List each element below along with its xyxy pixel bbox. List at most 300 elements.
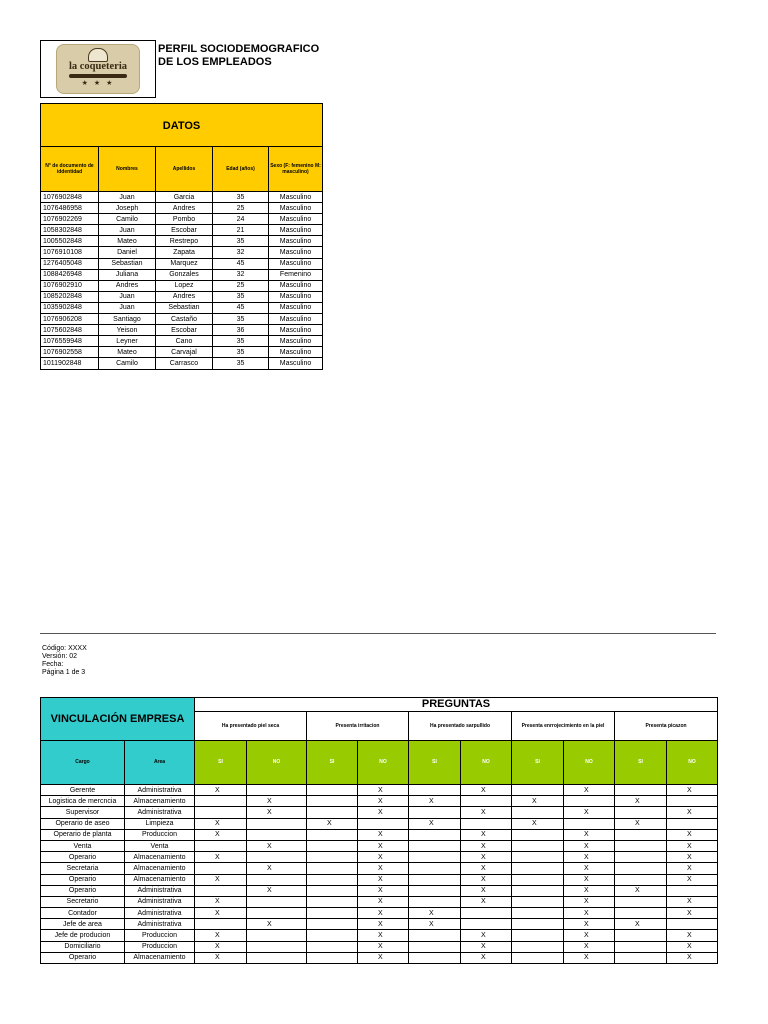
answer-cell: X bbox=[195, 930, 247, 941]
logo-badge bbox=[56, 44, 140, 94]
table-row bbox=[41, 908, 718, 919]
datos-cell: 1005502848 bbox=[41, 236, 99, 247]
question-header: Presenta enrrojecimiento en la piel bbox=[512, 712, 615, 741]
answer-cell bbox=[307, 896, 358, 907]
answer-cell: X bbox=[409, 908, 461, 919]
answer-cell: X bbox=[667, 930, 718, 941]
datos-cell: Masculino bbox=[269, 336, 323, 347]
table-row bbox=[41, 874, 718, 885]
si-header: SI bbox=[615, 741, 667, 785]
answer-cell bbox=[512, 863, 564, 874]
datos-cell: 1076906208 bbox=[41, 314, 99, 325]
answer-cell: X bbox=[358, 908, 409, 919]
answer-cell: X bbox=[247, 885, 307, 896]
datos-title: DATOS bbox=[40, 103, 323, 147]
area-cell: Administrativa bbox=[125, 807, 195, 818]
document-meta bbox=[42, 645, 87, 677]
cargo-cell: Secretario bbox=[41, 896, 125, 907]
answer-cell bbox=[247, 874, 307, 885]
answer-cell bbox=[461, 796, 512, 807]
answer-cell bbox=[409, 930, 461, 941]
answer-cell: X bbox=[564, 807, 615, 818]
meta-pagina: Página 1 de 3 bbox=[42, 669, 86, 676]
datos-cell: Garcia bbox=[156, 192, 213, 203]
area-cell: Produccion bbox=[125, 930, 195, 941]
datos-cell: Juliana bbox=[99, 269, 156, 280]
table-row bbox=[41, 941, 718, 952]
table-row bbox=[41, 852, 718, 863]
answer-cell bbox=[195, 796, 247, 807]
answer-cell: X bbox=[512, 818, 564, 829]
answer-cell bbox=[247, 818, 307, 829]
table-row bbox=[41, 302, 323, 313]
cargo-cell: Operario bbox=[41, 885, 125, 896]
datos-cell: 35 bbox=[213, 291, 269, 302]
datos-cell: 24 bbox=[213, 214, 269, 225]
area-cell: Limpieza bbox=[125, 818, 195, 829]
table-row bbox=[41, 269, 323, 280]
table-row bbox=[41, 258, 323, 269]
answer-cell bbox=[409, 863, 461, 874]
datos-cell: 35 bbox=[213, 336, 269, 347]
datos-cell: Joseph bbox=[99, 203, 156, 214]
table-row bbox=[41, 203, 323, 214]
answer-cell: X bbox=[667, 941, 718, 952]
datos-cell: Masculino bbox=[269, 347, 323, 358]
datos-cell: Mateo bbox=[99, 347, 156, 358]
datos-cell: 1088426948 bbox=[41, 269, 99, 280]
datos-cell: Camilo bbox=[99, 358, 156, 369]
datos-cell: 32 bbox=[213, 269, 269, 280]
answer-cell bbox=[307, 829, 358, 840]
company-logo bbox=[40, 40, 156, 98]
answer-cell bbox=[512, 885, 564, 896]
datos-table bbox=[40, 146, 323, 370]
answer-cell: X bbox=[667, 874, 718, 885]
datos-cell: Leyner bbox=[99, 336, 156, 347]
question-header: Presenta picazon bbox=[615, 712, 718, 741]
answer-cell: X bbox=[358, 863, 409, 874]
answer-cell bbox=[615, 952, 667, 963]
answer-cell bbox=[247, 908, 307, 919]
table-row bbox=[41, 796, 718, 807]
cargo-cell: Domiciliario bbox=[41, 941, 125, 952]
answer-cell: X bbox=[358, 807, 409, 818]
table-row bbox=[41, 896, 718, 907]
answer-cell: X bbox=[461, 896, 512, 907]
datos-cell: Zapata bbox=[156, 247, 213, 258]
datos-cell: Marquez bbox=[156, 258, 213, 269]
answer-cell: X bbox=[247, 863, 307, 874]
answer-cell: X bbox=[461, 863, 512, 874]
title-line-1: PERFIL SOCIODEMOGRAFICO bbox=[158, 43, 320, 55]
vinculacion-title: VINCULACIÓN EMPRESA bbox=[41, 698, 195, 741]
datos-cell: 1075602848 bbox=[41, 325, 99, 336]
datos-cell: 1076902269 bbox=[41, 214, 99, 225]
answer-cell: X bbox=[358, 840, 409, 851]
answer-cell: X bbox=[358, 941, 409, 952]
si-header: SI bbox=[512, 741, 564, 785]
datos-cell: Sebastian bbox=[156, 302, 213, 313]
answer-cell: X bbox=[195, 908, 247, 919]
cargo-cell: Jefe de producion bbox=[41, 930, 125, 941]
question-header: Ha presentado sarpullido bbox=[409, 712, 512, 741]
document-title bbox=[158, 43, 319, 69]
answer-cell: X bbox=[461, 840, 512, 851]
answer-cell bbox=[512, 785, 564, 796]
answer-cell: X bbox=[247, 919, 307, 930]
answer-cell bbox=[512, 829, 564, 840]
si-header: SI bbox=[307, 741, 358, 785]
answer-cell: X bbox=[247, 807, 307, 818]
answer-cell bbox=[615, 807, 667, 818]
answer-cell: X bbox=[512, 796, 564, 807]
datos-cell: Masculino bbox=[269, 314, 323, 325]
datos-cell: Masculino bbox=[269, 258, 323, 269]
answer-cell: X bbox=[667, 829, 718, 840]
table-row bbox=[41, 952, 718, 963]
answer-cell bbox=[615, 829, 667, 840]
datos-cell: 45 bbox=[213, 302, 269, 313]
answer-cell bbox=[409, 840, 461, 851]
datos-cell: 1076902558 bbox=[41, 347, 99, 358]
answer-cell bbox=[615, 785, 667, 796]
area-cell: Administrativa bbox=[125, 908, 195, 919]
answer-cell: X bbox=[358, 930, 409, 941]
datos-cell: Masculino bbox=[269, 358, 323, 369]
table-row bbox=[41, 336, 323, 347]
answer-cell: X bbox=[564, 785, 615, 796]
answer-cell: X bbox=[461, 807, 512, 818]
answer-cell: X bbox=[615, 885, 667, 896]
table-row bbox=[41, 840, 718, 851]
answer-cell: X bbox=[461, 952, 512, 963]
si-header: SI bbox=[195, 741, 247, 785]
answer-cell bbox=[409, 941, 461, 952]
answer-cell bbox=[564, 796, 615, 807]
answer-cell: X bbox=[564, 941, 615, 952]
area-cell: Administrativa bbox=[125, 885, 195, 896]
no-header: NO bbox=[461, 741, 512, 785]
answer-cell bbox=[461, 919, 512, 930]
datos-cell: Camilo bbox=[99, 214, 156, 225]
area-cell: Almacenamiento bbox=[125, 874, 195, 885]
answer-cell: X bbox=[615, 818, 667, 829]
area-cell: Administrativa bbox=[125, 785, 195, 796]
answer-cell bbox=[461, 818, 512, 829]
datos-cell: Pombo bbox=[156, 214, 213, 225]
answer-cell: X bbox=[358, 874, 409, 885]
datos-cell: Sebastian bbox=[99, 258, 156, 269]
answer-cell: X bbox=[195, 852, 247, 863]
table-row bbox=[41, 247, 323, 258]
answer-cell bbox=[307, 874, 358, 885]
datos-cell: Masculino bbox=[269, 214, 323, 225]
answer-cell: X bbox=[564, 908, 615, 919]
answer-cell bbox=[667, 919, 718, 930]
answer-cell bbox=[512, 840, 564, 851]
answer-cell bbox=[615, 863, 667, 874]
datos-cell: Masculino bbox=[269, 236, 323, 247]
cargo-cell: Jefe de area bbox=[41, 919, 125, 930]
answer-cell bbox=[307, 796, 358, 807]
answer-cell bbox=[615, 941, 667, 952]
col-cargo: Cargo bbox=[41, 741, 125, 785]
area-cell: Almacenamiento bbox=[125, 952, 195, 963]
datos-cell: Santiago bbox=[99, 314, 156, 325]
table-row bbox=[41, 919, 718, 930]
answer-cell bbox=[247, 941, 307, 952]
datos-column-header: Edad (años) bbox=[213, 147, 269, 192]
cargo-cell: Gerente bbox=[41, 785, 125, 796]
datos-cell: Gonzales bbox=[156, 269, 213, 280]
answer-cell bbox=[247, 852, 307, 863]
answer-cell: X bbox=[461, 852, 512, 863]
answer-cell: X bbox=[409, 919, 461, 930]
datos-cell: 1011902848 bbox=[41, 358, 99, 369]
area-cell: Almacenamiento bbox=[125, 796, 195, 807]
answer-cell bbox=[409, 885, 461, 896]
answer-cell bbox=[409, 829, 461, 840]
answer-cell bbox=[409, 852, 461, 863]
meta-fecha: Fecha: bbox=[42, 661, 64, 668]
answer-cell: X bbox=[461, 785, 512, 796]
no-header: NO bbox=[564, 741, 615, 785]
answer-cell bbox=[512, 896, 564, 907]
answer-cell: X bbox=[667, 852, 718, 863]
answer-cell: X bbox=[564, 852, 615, 863]
area-cell: Administrativa bbox=[125, 896, 195, 907]
datos-cell: Restrepo bbox=[156, 236, 213, 247]
answer-cell: X bbox=[461, 885, 512, 896]
datos-cell: Masculino bbox=[269, 280, 323, 291]
datos-cell: Lopez bbox=[156, 280, 213, 291]
answer-cell: X bbox=[195, 941, 247, 952]
table-row bbox=[41, 325, 323, 336]
chef-hat-icon bbox=[88, 48, 108, 62]
answer-cell: X bbox=[564, 896, 615, 907]
datos-column-header: Sexo (F: femenino M: masculino) bbox=[269, 147, 323, 192]
table-row bbox=[41, 885, 718, 896]
answer-cell: X bbox=[564, 885, 615, 896]
answer-cell bbox=[409, 874, 461, 885]
datos-cell: 35 bbox=[213, 347, 269, 358]
table-row bbox=[41, 236, 323, 247]
no-header: NO bbox=[667, 741, 718, 785]
answer-cell: X bbox=[667, 908, 718, 919]
datos-cell: Masculino bbox=[269, 192, 323, 203]
datos-cell: Juan bbox=[99, 192, 156, 203]
area-cell: Venta bbox=[125, 840, 195, 851]
answer-cell bbox=[195, 840, 247, 851]
answer-cell bbox=[512, 941, 564, 952]
answer-cell: X bbox=[667, 785, 718, 796]
meta-codigo: Código: XXXX bbox=[42, 645, 87, 652]
answer-cell: X bbox=[409, 796, 461, 807]
datos-cell: 1076910108 bbox=[41, 247, 99, 258]
answer-cell bbox=[512, 930, 564, 941]
answer-cell bbox=[195, 885, 247, 896]
meta-version: Versión: 02 bbox=[42, 653, 78, 660]
answer-cell: X bbox=[307, 818, 358, 829]
datos-cell: Escobar bbox=[156, 225, 213, 236]
datos-cell: Andres bbox=[156, 291, 213, 302]
si-header: SI bbox=[409, 741, 461, 785]
answer-cell: X bbox=[667, 863, 718, 874]
answer-cell bbox=[615, 874, 667, 885]
datos-cell: Juan bbox=[99, 302, 156, 313]
answer-cell bbox=[307, 785, 358, 796]
answer-cell bbox=[247, 829, 307, 840]
answer-cell bbox=[307, 908, 358, 919]
datos-cell: 35 bbox=[213, 314, 269, 325]
question-header: Presenta irritacion bbox=[307, 712, 409, 741]
cargo-cell: Operario de aseo bbox=[41, 818, 125, 829]
logo-stars: ★ ★ ★ bbox=[81, 80, 115, 87]
answer-cell: X bbox=[195, 818, 247, 829]
answer-cell: X bbox=[667, 840, 718, 851]
answer-cell bbox=[667, 796, 718, 807]
datos-cell: Masculino bbox=[269, 325, 323, 336]
answer-cell: X bbox=[615, 796, 667, 807]
answer-cell bbox=[512, 908, 564, 919]
answer-cell bbox=[512, 852, 564, 863]
answer-cell: X bbox=[461, 829, 512, 840]
answer-cell bbox=[409, 785, 461, 796]
datos-cell: 45 bbox=[213, 258, 269, 269]
area-cell: Almacenamiento bbox=[125, 863, 195, 874]
datos-cell: Juan bbox=[99, 225, 156, 236]
answer-cell bbox=[307, 863, 358, 874]
datos-cell: Masculino bbox=[269, 302, 323, 313]
answer-cell bbox=[307, 930, 358, 941]
datos-cell: Carvajal bbox=[156, 347, 213, 358]
datos-cell: Masculino bbox=[269, 203, 323, 214]
answer-cell bbox=[358, 818, 409, 829]
answer-cell: X bbox=[195, 952, 247, 963]
answer-cell bbox=[615, 840, 667, 851]
answer-cell: X bbox=[564, 952, 615, 963]
datos-cell: 35 bbox=[213, 236, 269, 247]
datos-cell: Femenino bbox=[269, 269, 323, 280]
answer-cell bbox=[195, 807, 247, 818]
answer-cell bbox=[307, 952, 358, 963]
answer-cell bbox=[409, 896, 461, 907]
area-cell: Almacenamiento bbox=[125, 852, 195, 863]
table-row bbox=[41, 785, 718, 796]
question-header: Ha presentado piel seca bbox=[195, 712, 307, 741]
datos-cell: Carrasco bbox=[156, 358, 213, 369]
answer-cell bbox=[247, 785, 307, 796]
datos-cell: Masculino bbox=[269, 225, 323, 236]
datos-cell: Juan bbox=[99, 291, 156, 302]
datos-cell: 1058302848 bbox=[41, 225, 99, 236]
answer-cell bbox=[615, 852, 667, 863]
cargo-cell: Operario bbox=[41, 952, 125, 963]
answer-cell bbox=[307, 807, 358, 818]
answer-cell bbox=[307, 941, 358, 952]
answer-cell: X bbox=[564, 840, 615, 851]
datos-cell: 32 bbox=[213, 247, 269, 258]
answer-cell bbox=[512, 807, 564, 818]
answer-cell: X bbox=[358, 785, 409, 796]
datos-cell: 1076559948 bbox=[41, 336, 99, 347]
no-header: NO bbox=[358, 741, 409, 785]
no-header: NO bbox=[247, 741, 307, 785]
answer-cell bbox=[409, 807, 461, 818]
table-row bbox=[41, 930, 718, 941]
datos-cell: 35 bbox=[213, 358, 269, 369]
cargo-cell: Operario bbox=[41, 852, 125, 863]
answer-cell bbox=[512, 919, 564, 930]
table-row bbox=[41, 863, 718, 874]
datos-cell: Masculino bbox=[269, 247, 323, 258]
datos-cell: 1276405048 bbox=[41, 258, 99, 269]
table-row bbox=[41, 225, 323, 236]
answer-cell bbox=[307, 840, 358, 851]
answer-cell: X bbox=[564, 919, 615, 930]
answer-cell: X bbox=[358, 852, 409, 863]
answer-cell bbox=[307, 852, 358, 863]
answer-cell: X bbox=[564, 863, 615, 874]
answer-cell bbox=[307, 885, 358, 896]
answer-cell bbox=[307, 919, 358, 930]
title-line-2: DE LOS EMPLEADOS bbox=[158, 56, 272, 68]
datos-cell: 21 bbox=[213, 225, 269, 236]
col-area: Area bbox=[125, 741, 195, 785]
answer-cell: X bbox=[461, 930, 512, 941]
table-row bbox=[41, 358, 323, 369]
answer-cell bbox=[667, 818, 718, 829]
answer-cell bbox=[247, 896, 307, 907]
answer-cell: X bbox=[195, 874, 247, 885]
table-row bbox=[41, 291, 323, 302]
table-row bbox=[41, 214, 323, 225]
datos-cell: 1076486958 bbox=[41, 203, 99, 214]
cargo-cell: Logistica de mercncia bbox=[41, 796, 125, 807]
answer-cell: X bbox=[358, 796, 409, 807]
answer-cell bbox=[615, 930, 667, 941]
answer-cell: X bbox=[195, 785, 247, 796]
answer-cell: X bbox=[358, 919, 409, 930]
answer-cell bbox=[512, 874, 564, 885]
cargo-cell: Operario bbox=[41, 874, 125, 885]
logo-text: la coqueteria bbox=[68, 61, 128, 72]
table-row bbox=[41, 829, 718, 840]
area-cell: Produccion bbox=[125, 829, 195, 840]
cargo-cell: Venta bbox=[41, 840, 125, 851]
vinculacion-table bbox=[40, 697, 718, 964]
answer-cell: X bbox=[409, 818, 461, 829]
answer-cell: X bbox=[461, 941, 512, 952]
table-row bbox=[41, 347, 323, 358]
datos-cell: 1035902848 bbox=[41, 302, 99, 313]
datos-cell: Masculino bbox=[269, 291, 323, 302]
datos-column-header: Nombres bbox=[99, 147, 156, 192]
datos-column-header: N° de documento de iddentidad bbox=[41, 147, 99, 192]
datos-cell: Mateo bbox=[99, 236, 156, 247]
datos-column-header: Apellidos bbox=[156, 147, 213, 192]
datos-cell: Yeison bbox=[99, 325, 156, 336]
answer-cell: X bbox=[667, 807, 718, 818]
divider bbox=[40, 633, 716, 634]
answer-cell: X bbox=[247, 796, 307, 807]
answer-cell bbox=[409, 952, 461, 963]
answer-cell bbox=[667, 885, 718, 896]
answer-cell bbox=[512, 952, 564, 963]
answer-cell: X bbox=[564, 874, 615, 885]
answer-cell: X bbox=[358, 896, 409, 907]
